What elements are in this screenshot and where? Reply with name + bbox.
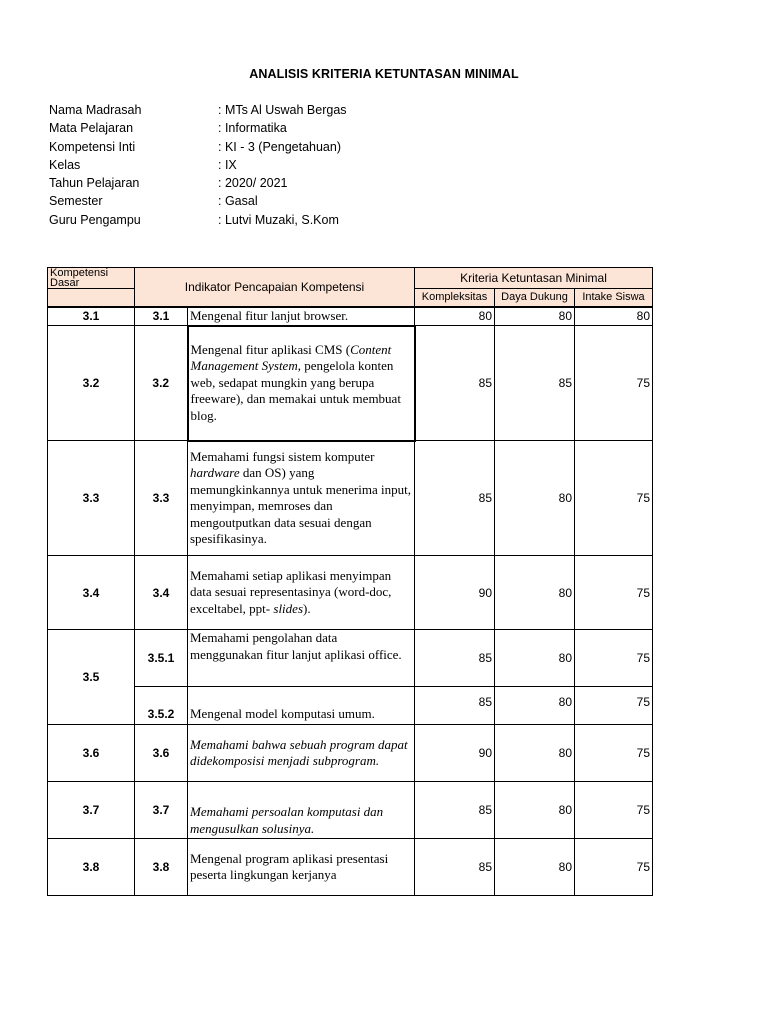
page-title: ANALISIS KRITERIA KETUNTASAN MINIMAL [249,67,519,81]
kompleksitas-value: 85 [415,630,495,687]
kompleksitas-value: 85 [415,687,495,725]
info-row-ki [49,140,449,158]
daya-dukung-value: 80 [495,782,575,839]
indicator-text-part: Memahami fungsi sistem komputer [190,448,375,464]
kd-cell: 3.1 [48,307,135,326]
indicator-text: Memahami pengolahan data menggunakan fitur lanjut aplikasi office. [188,630,415,687]
info-value: : MTs Al Uswah Bergas [218,103,347,117]
indicator-code: 3.5.2 [135,687,188,725]
daya-dukung-value: 80 [495,307,575,326]
intake-value: 75 [575,326,653,441]
indicator-text-part: Mengenal fitur aplikasi CMS ( [190,341,351,357]
kd-cell: 3.8 [48,839,135,896]
info-label: Guru Pengampu [49,212,141,227]
indicator-code: 3.6 [135,725,188,782]
info-label: Tahun Pelajaran [49,176,140,191]
kompleksitas-value: 90 [415,725,495,782]
table-row [48,839,653,896]
kd-cell: 3.6 [48,725,135,782]
kd-cell: 3.7 [48,782,135,839]
kompleksitas-value: 85 [415,782,495,839]
indicator-text: Memahami bahwa sebuah program dapat didekomposisi menjadi subprogram. [188,725,415,782]
header-daya-dukung: Daya Dukung [495,289,575,307]
daya-dukung-value: 80 [495,441,575,556]
kkm-table [47,267,653,896]
daya-dukung-value: 80 [495,839,575,896]
table-row [48,556,653,630]
info-label: Kompetensi Inti [49,139,136,154]
info-label: Nama Madrasah [49,103,142,117]
info-value: : Gasal [218,194,258,209]
indicator-text-italic: hardware [190,465,240,481]
info-value: : 2020/ 2021 [218,176,288,191]
table-row [48,441,653,556]
info-row-semester [49,194,449,212]
intake-value: 80 [575,307,653,326]
kd-cell: 3.5 [48,630,135,725]
info-value: : Lutvi Muzaki, S.Kom [218,212,339,227]
indicator-code: 3.2 [135,326,188,441]
info-section [49,103,449,231]
info-label: Semester [49,194,103,209]
indicator-text: Memahami persoalan komputasi dan mengusulkan solusinya. [188,782,415,839]
indicator-text [188,326,415,441]
daya-dukung-value: 85 [495,326,575,441]
kompleksitas-value: 85 [415,839,495,896]
indicator-text: Mengenal program aplikasi presentasi peserta lingkungan kerjanya [188,839,415,896]
indicator-text: Mengenal model komputasi umum. [188,687,415,725]
intake-value: 75 [575,556,653,630]
intake-value: 75 [575,630,653,687]
daya-dukung-value: 80 [495,687,575,725]
kd-cell: 3.3 [48,441,135,556]
daya-dukung-value: 80 [495,725,575,782]
table-row [48,782,653,839]
info-value: : KI - 3 (Pengetahuan) [218,139,341,154]
indicator-text-italic: slides [273,600,304,616]
header-kompetensi-dasar: Kompetensi Dasar [48,268,135,289]
info-label: Mata Pelajaran [49,121,134,136]
table-row [48,687,653,725]
info-row-mapel [49,121,449,139]
header-kompleksitas: Kompleksitas [415,289,495,307]
header-kkm: Kriteria Ketuntasan Minimal [415,268,653,289]
table-row [48,725,653,782]
indicator-code: 3.4 [135,556,188,630]
intake-value: 75 [575,839,653,896]
info-row-kelas [49,158,449,176]
intake-value: 75 [575,441,653,556]
indicator-text-part: ). [303,600,311,616]
table-row [48,630,653,687]
info-label: Kelas [49,157,81,172]
indicator-text-part: Memahami setiap aplikasi menyimpan data sesuai representasinya (word-doc, exceltabel, ppt- [190,567,392,616]
indicator-text-part: dan OS) yang memungkinkannya untuk menerima input, menyimpan, memroses dan mengoutputkan data sesuai dengan spesifikasinya. [190,465,411,547]
table-row [48,326,653,441]
indicator-text-part: , pengelola konten web, sedapat mungkin yang berupa freeware), dan memakai untuk membuat blog. [190,358,401,423]
kompleksitas-value: 80 [415,307,495,326]
indicator-code: 3.7 [135,782,188,839]
kompleksitas-value: 85 [415,441,495,556]
info-value: : Informatika [218,121,287,136]
header-kd-blank [48,289,135,307]
info-row-guru [49,213,449,231]
kd-cell: 3.2 [48,326,135,441]
indicator-code: 3.8 [135,839,188,896]
kd-cell: 3.4 [48,556,135,630]
intake-value: 75 [575,687,653,725]
intake-value: 75 [575,725,653,782]
header-intake: Intake Siswa [575,289,653,307]
indicator-text [188,556,415,630]
info-value: : IX [218,157,237,172]
intake-value: 75 [575,782,653,839]
indicator-code: 3.3 [135,441,188,556]
indicator-text [188,441,415,556]
kompleksitas-value: 85 [415,326,495,441]
table-row [48,307,653,326]
daya-dukung-value: 80 [495,556,575,630]
indicator-code: 3.1 [135,307,188,326]
indicator-text: Mengenal fitur lanjut browser. [188,307,415,326]
header-indikator: Indikator Pencapaian Kompetensi [135,268,415,307]
indicator-text-italic: Content Management System [190,341,392,374]
info-row-madrasah [49,103,449,121]
daya-dukung-value: 80 [495,630,575,687]
info-row-tahun [49,176,449,194]
indicator-code: 3.5.1 [135,630,188,687]
kompleksitas-value: 90 [415,556,495,630]
